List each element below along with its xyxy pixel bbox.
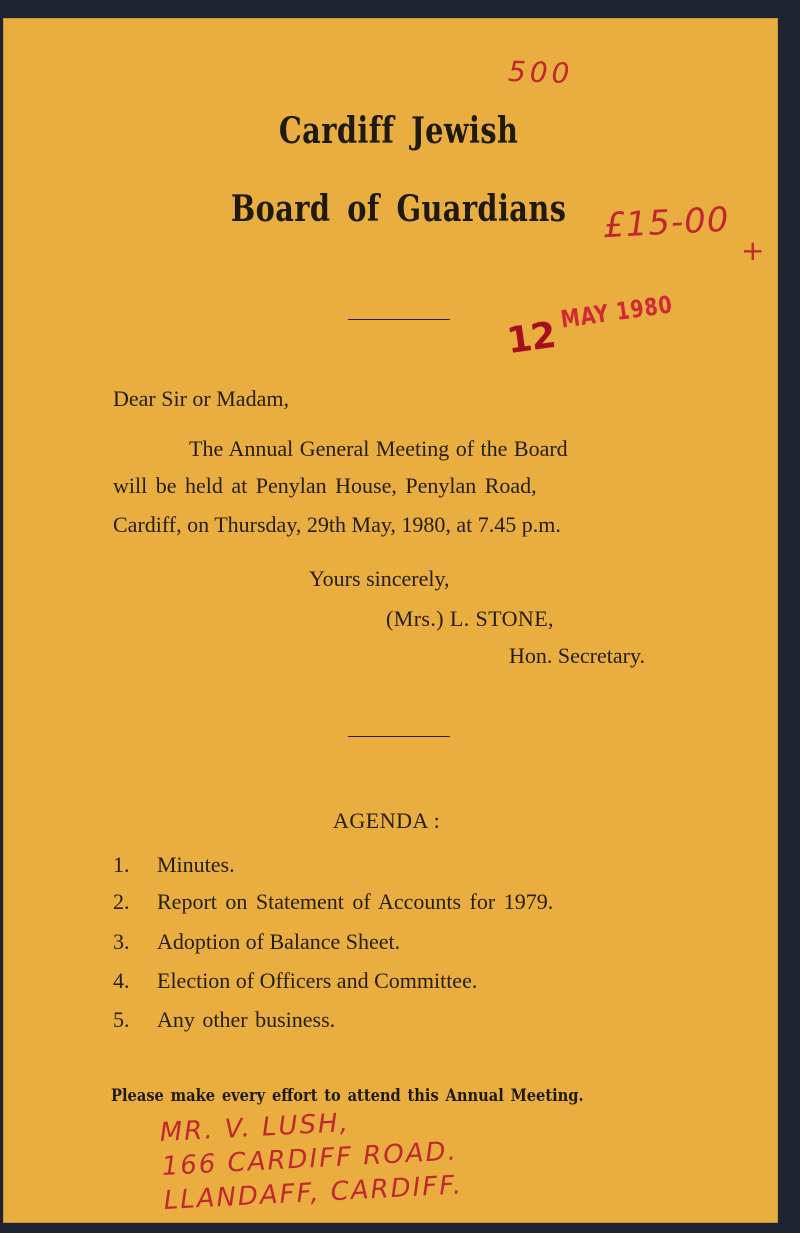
- agenda-item: [113, 852, 235, 878]
- agenda-item-text: Any other business.: [157, 1007, 336, 1032]
- divider-bottom: [348, 736, 450, 737]
- agenda-item-text: Minutes.: [157, 852, 235, 877]
- handwritten-number: 500: [507, 54, 575, 91]
- divider-top: [348, 319, 450, 320]
- agenda-item: [113, 929, 400, 955]
- signer-name: (Mrs.) L. STONE,: [386, 606, 554, 631]
- handwritten-address-line-3: LLANDAFF, CARDIFF.: [163, 1170, 464, 1216]
- agenda-item-number: 5.: [113, 1007, 130, 1032]
- agenda-item: [113, 1007, 335, 1033]
- signer-role: Hon. Secretary.: [509, 643, 646, 668]
- paragraph-line-2: will be held at Penylan House, Penylan Road,: [113, 473, 537, 498]
- agenda-item-number: 4.: [113, 968, 130, 993]
- paragraph-line-1: The Annual General Meeting of the Board: [189, 436, 568, 461]
- agenda-item: [113, 968, 477, 994]
- title-line-1: Cardiff Jewish: [278, 110, 519, 152]
- date-stamp-day: 12: [504, 314, 558, 363]
- closing: Yours sincerely,: [309, 566, 450, 591]
- meeting-notice-card: [3, 18, 778, 1223]
- agenda-item: [113, 889, 553, 915]
- paragraph-line-3: Cardiff, on Thursday, 29th May, 1980, at 7.45 p.m.: [113, 512, 561, 537]
- handwritten-address-line-2: 166 CARDIFF ROAD.: [161, 1136, 459, 1182]
- salutation: Dear Sir or Madam,: [113, 386, 289, 411]
- handwritten-price: £15-00: [602, 199, 731, 247]
- date-stamp-month: MAY 1980: [559, 290, 675, 334]
- agenda-item-text: Adoption of Balance Sheet.: [157, 929, 401, 954]
- agenda-item-number: 1.: [113, 852, 130, 877]
- title-line-2: Board of Guardians: [230, 188, 567, 230]
- handwritten-price-mark: +: [741, 234, 765, 267]
- handwritten-address-line-1: MR. V. LUSH,: [159, 1108, 351, 1148]
- attendance-note: Please make every effort to attend this Annual Meeting.: [111, 1086, 584, 1106]
- agenda-item-text: Report on Statement of Accounts for 1979.: [157, 889, 554, 914]
- agenda-item-number: 2.: [113, 889, 130, 914]
- agenda-item-text: Election of Officers and Committee.: [157, 968, 478, 993]
- agenda-heading: AGENDA :: [333, 808, 441, 833]
- agenda-item-number: 3.: [113, 929, 130, 954]
